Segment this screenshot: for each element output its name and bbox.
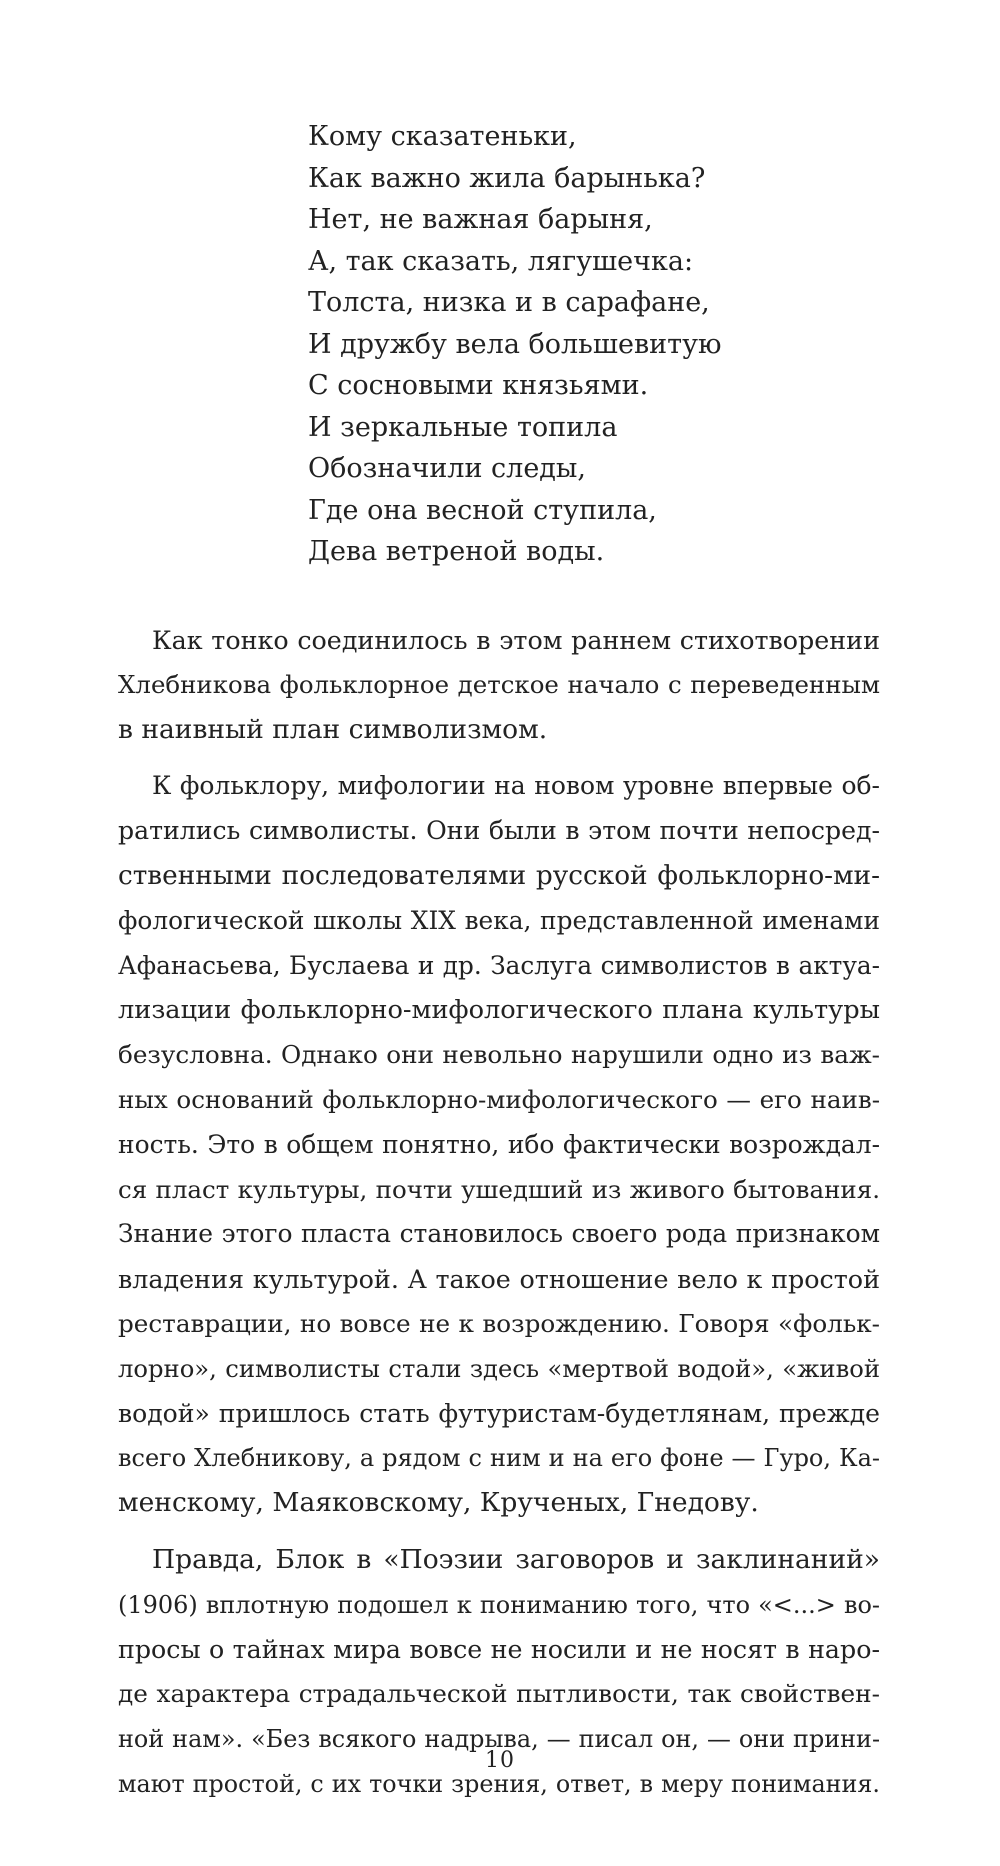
poem-line: Толста, низка и в сарафане, <box>308 287 710 318</box>
poem-line: С сосновыми князьями. <box>308 370 649 401</box>
text-line: ных оснований фольклорно-мифологического — его наив- <box>118 1084 880 1114</box>
text-line: Афанасьева, Буслаева и др. Заслуга символистов в актуа- <box>118 950 880 980</box>
text-line: Знание этого пласта становилось своего рода признаком <box>118 1219 880 1249</box>
page-number: 10 <box>485 1748 515 1773</box>
poem-line: И дружбу вела большевитую <box>308 328 722 360</box>
paragraph-2 <box>118 764 880 1526</box>
paragraph-1 <box>118 618 880 752</box>
text-line: ность. Это в общем понятно, ибо фактически возрождал- <box>118 1129 880 1159</box>
text-line: лорно», символисты стали здесь «мертвой водой», «живой <box>118 1353 880 1383</box>
poem <box>308 116 868 573</box>
text-line: ственными последователями русской фольклорно-ми- <box>118 860 880 891</box>
poem-line: Нет, не важная барыня, <box>308 204 653 235</box>
text-line: водой» пришлось стать футуристам-будетлянам, прежде <box>118 1398 880 1428</box>
poem-line: Где она весной ступила, <box>308 494 657 526</box>
text-line: Правда, Блок в «Поэзии заговоров и заклинаний» <box>152 1543 880 1575</box>
body-text <box>118 618 880 1807</box>
text-line: просы о тайнах мира вовсе не носили и не носят в наро- <box>118 1634 880 1664</box>
text-line: владения культурой. А такое отношение вело к простой <box>118 1264 880 1295</box>
poem-line: Как важно жила барынька? <box>308 162 706 194</box>
poem-line: А, так сказать, лягушечка: <box>308 245 694 277</box>
text-line: реставрации, но вовсе не к возрождению. Говоря «фольк- <box>118 1308 880 1338</box>
text-line: Хлебникова фольклорное детское начало с переведенным <box>118 669 880 699</box>
text-line: лизации фольклорно-мифологического плана культуры <box>118 995 880 1026</box>
text-line: безусловна. Однако они невольно нарушили одно из важ- <box>118 1040 880 1070</box>
text-line: мают простой, с их точки зрения, ответ, в меру понимания. <box>118 1769 880 1798</box>
text-line: ратились символисты. Они были в этом почти непосред- <box>118 816 880 846</box>
text-line: Как тонко соединилось в этом раннем стихотворении <box>152 625 880 655</box>
text-line: фологической школы XIX века, представленной именами <box>118 905 880 935</box>
text-line: ной нам». «Без всякого надрыва, — писал он, — они прини- <box>118 1725 880 1754</box>
poem-line: Кому сказатеньки, <box>308 121 577 152</box>
text-line: менскому, Маяковскому, Крученых, Гнедову. <box>118 1487 759 1519</box>
text-line: всего Хлебникову, а рядом с ним и на его фоне — Гуро, Ка- <box>118 1444 880 1473</box>
text-line: ся пласт культуры, почти ушедший из живого бытования. <box>118 1174 880 1204</box>
poem-line: И зеркальные топила <box>308 411 618 443</box>
text-line: (1906) вплотную подошел к пониманию того, что «<...> во- <box>118 1590 880 1619</box>
poem-line: Дева ветреной воды. <box>308 536 605 567</box>
text-line: де характера страдальческой пытливости, так свойствен- <box>118 1679 880 1709</box>
poem-line: Обозначили следы, <box>308 453 586 484</box>
text-line: в наивный план символизмом. <box>118 713 548 745</box>
text-line: К фольклору, мифологии на новом уровне впервые об- <box>152 771 880 801</box>
